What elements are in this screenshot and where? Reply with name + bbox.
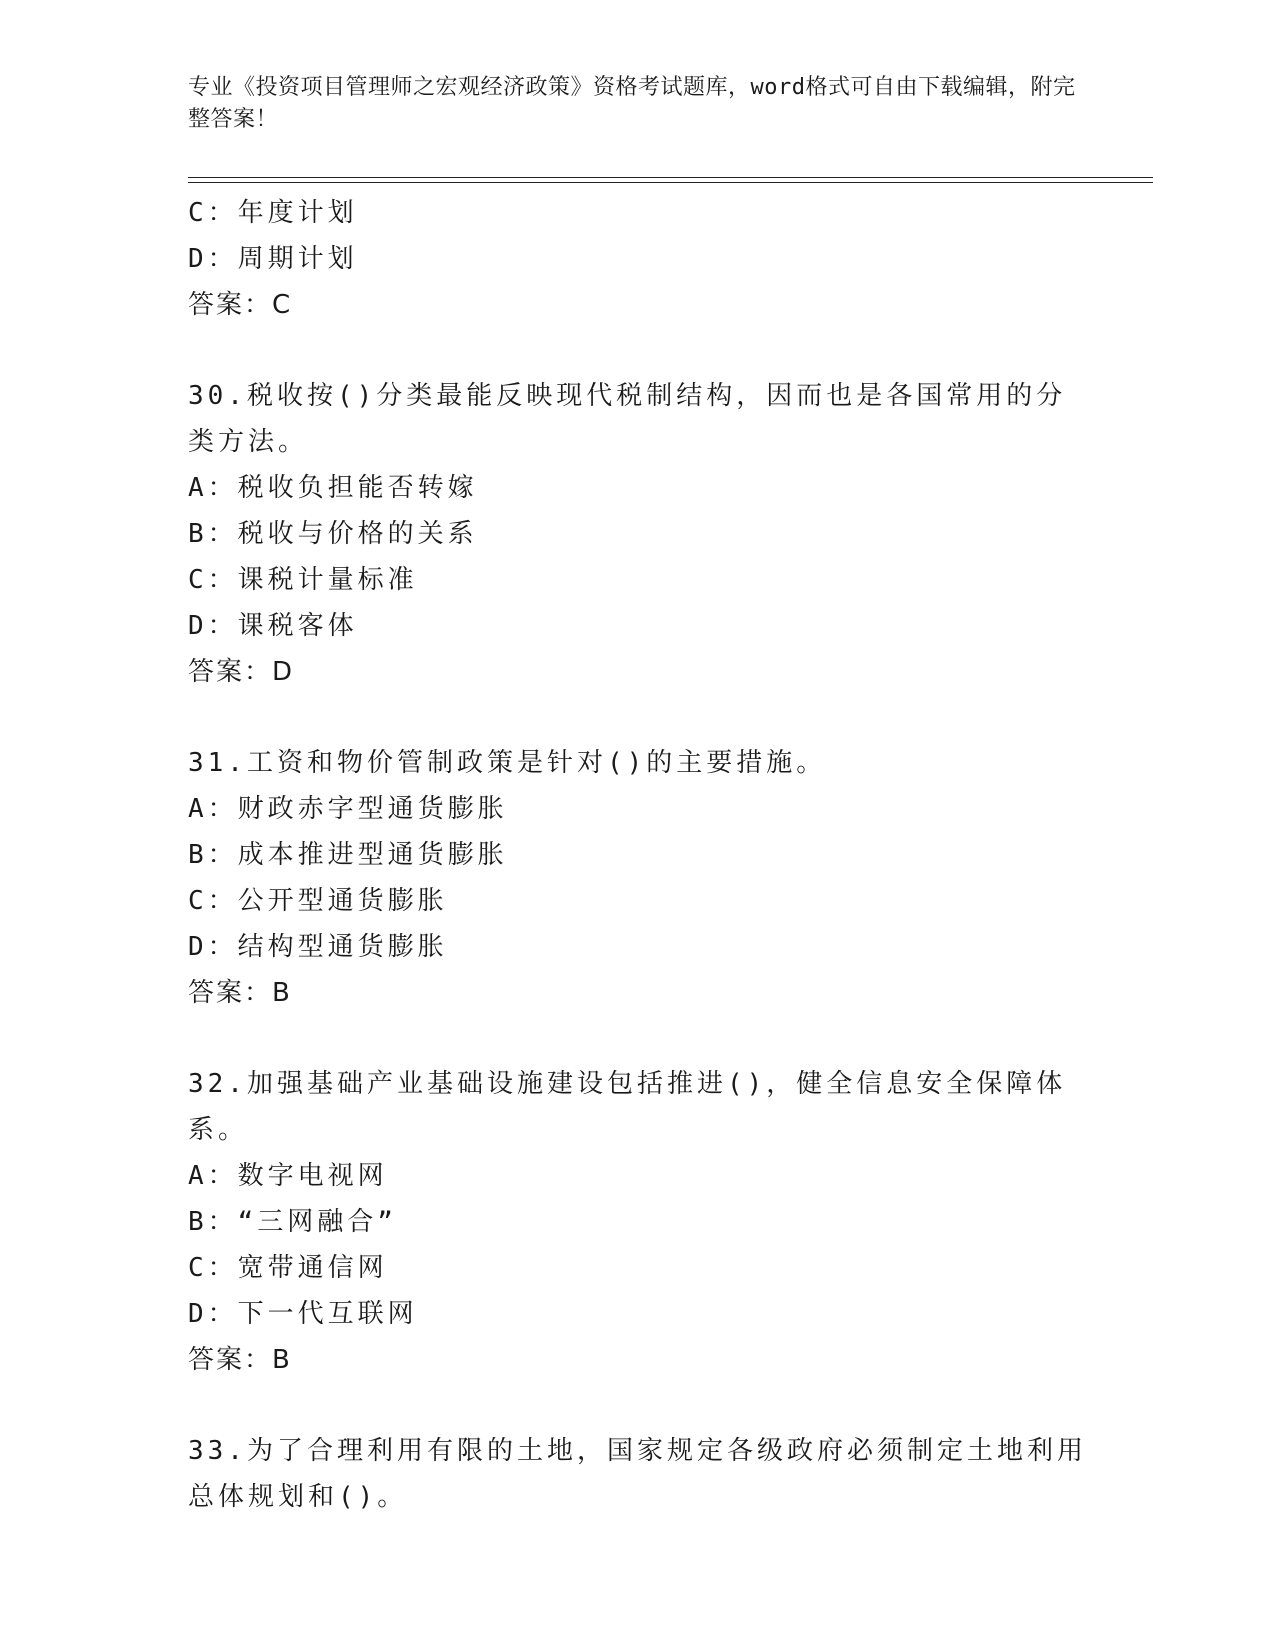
header-divider-top — [188, 177, 1153, 178]
question-stem: 31.工资和物价管制政策是针对()的主要措施。 — [188, 748, 827, 778]
answer: 答案：C — [188, 290, 293, 320]
option-d: D：课税客体 — [188, 611, 358, 641]
option-d: D：周期计划 — [188, 244, 358, 274]
option-b: B：“三网融合” — [188, 1207, 397, 1237]
option-c: C：年度计划 — [188, 198, 358, 228]
option-d: D：下一代互联网 — [188, 1299, 418, 1329]
answer: 答案：B — [188, 978, 292, 1008]
option-b: B：成本推进型通货膨胀 — [188, 840, 508, 870]
question-32 — [188, 1061, 1088, 1383]
answer: 答案：B — [188, 1345, 292, 1375]
document-header: 专业《投资项目管理师之宏观经济政策》资格考试题库，word格式可自由下载编辑，附完整答案！ — [188, 75, 1076, 132]
answer: 答案：D — [188, 657, 295, 687]
question-stem: 30.税收按()分类最能反映现代税制结构，因而也是各国常用的分类方法。 — [188, 381, 1067, 457]
option-c: C：公开型通货膨胀 — [188, 886, 448, 916]
question-31 — [188, 740, 1088, 1016]
option-b: B：税收与价格的关系 — [188, 519, 478, 549]
question-stem: 32.加强基础产业基础设施建设包括推进()，健全信息安全保障体系。 — [188, 1069, 1067, 1145]
option-c: C：宽带通信网 — [188, 1253, 388, 1283]
option-a: A：财政赤字型通货膨胀 — [188, 794, 508, 824]
option-c: C：课税计量标准 — [188, 565, 418, 595]
question-list — [188, 190, 1088, 1520]
option-a: A：税收负担能否转嫁 — [188, 473, 478, 503]
header-divider-bottom — [188, 182, 1153, 183]
option-a: A：数字电视网 — [188, 1161, 388, 1191]
question-stem: 33.为了合理利用有限的土地，国家规定各级政府必须制定土地利用总体规划和()。 — [188, 1436, 1087, 1512]
question-30 — [188, 373, 1088, 695]
question-33 — [188, 1428, 1088, 1520]
question-29-tail — [188, 190, 1088, 328]
option-d: D：结构型通货膨胀 — [188, 932, 448, 962]
